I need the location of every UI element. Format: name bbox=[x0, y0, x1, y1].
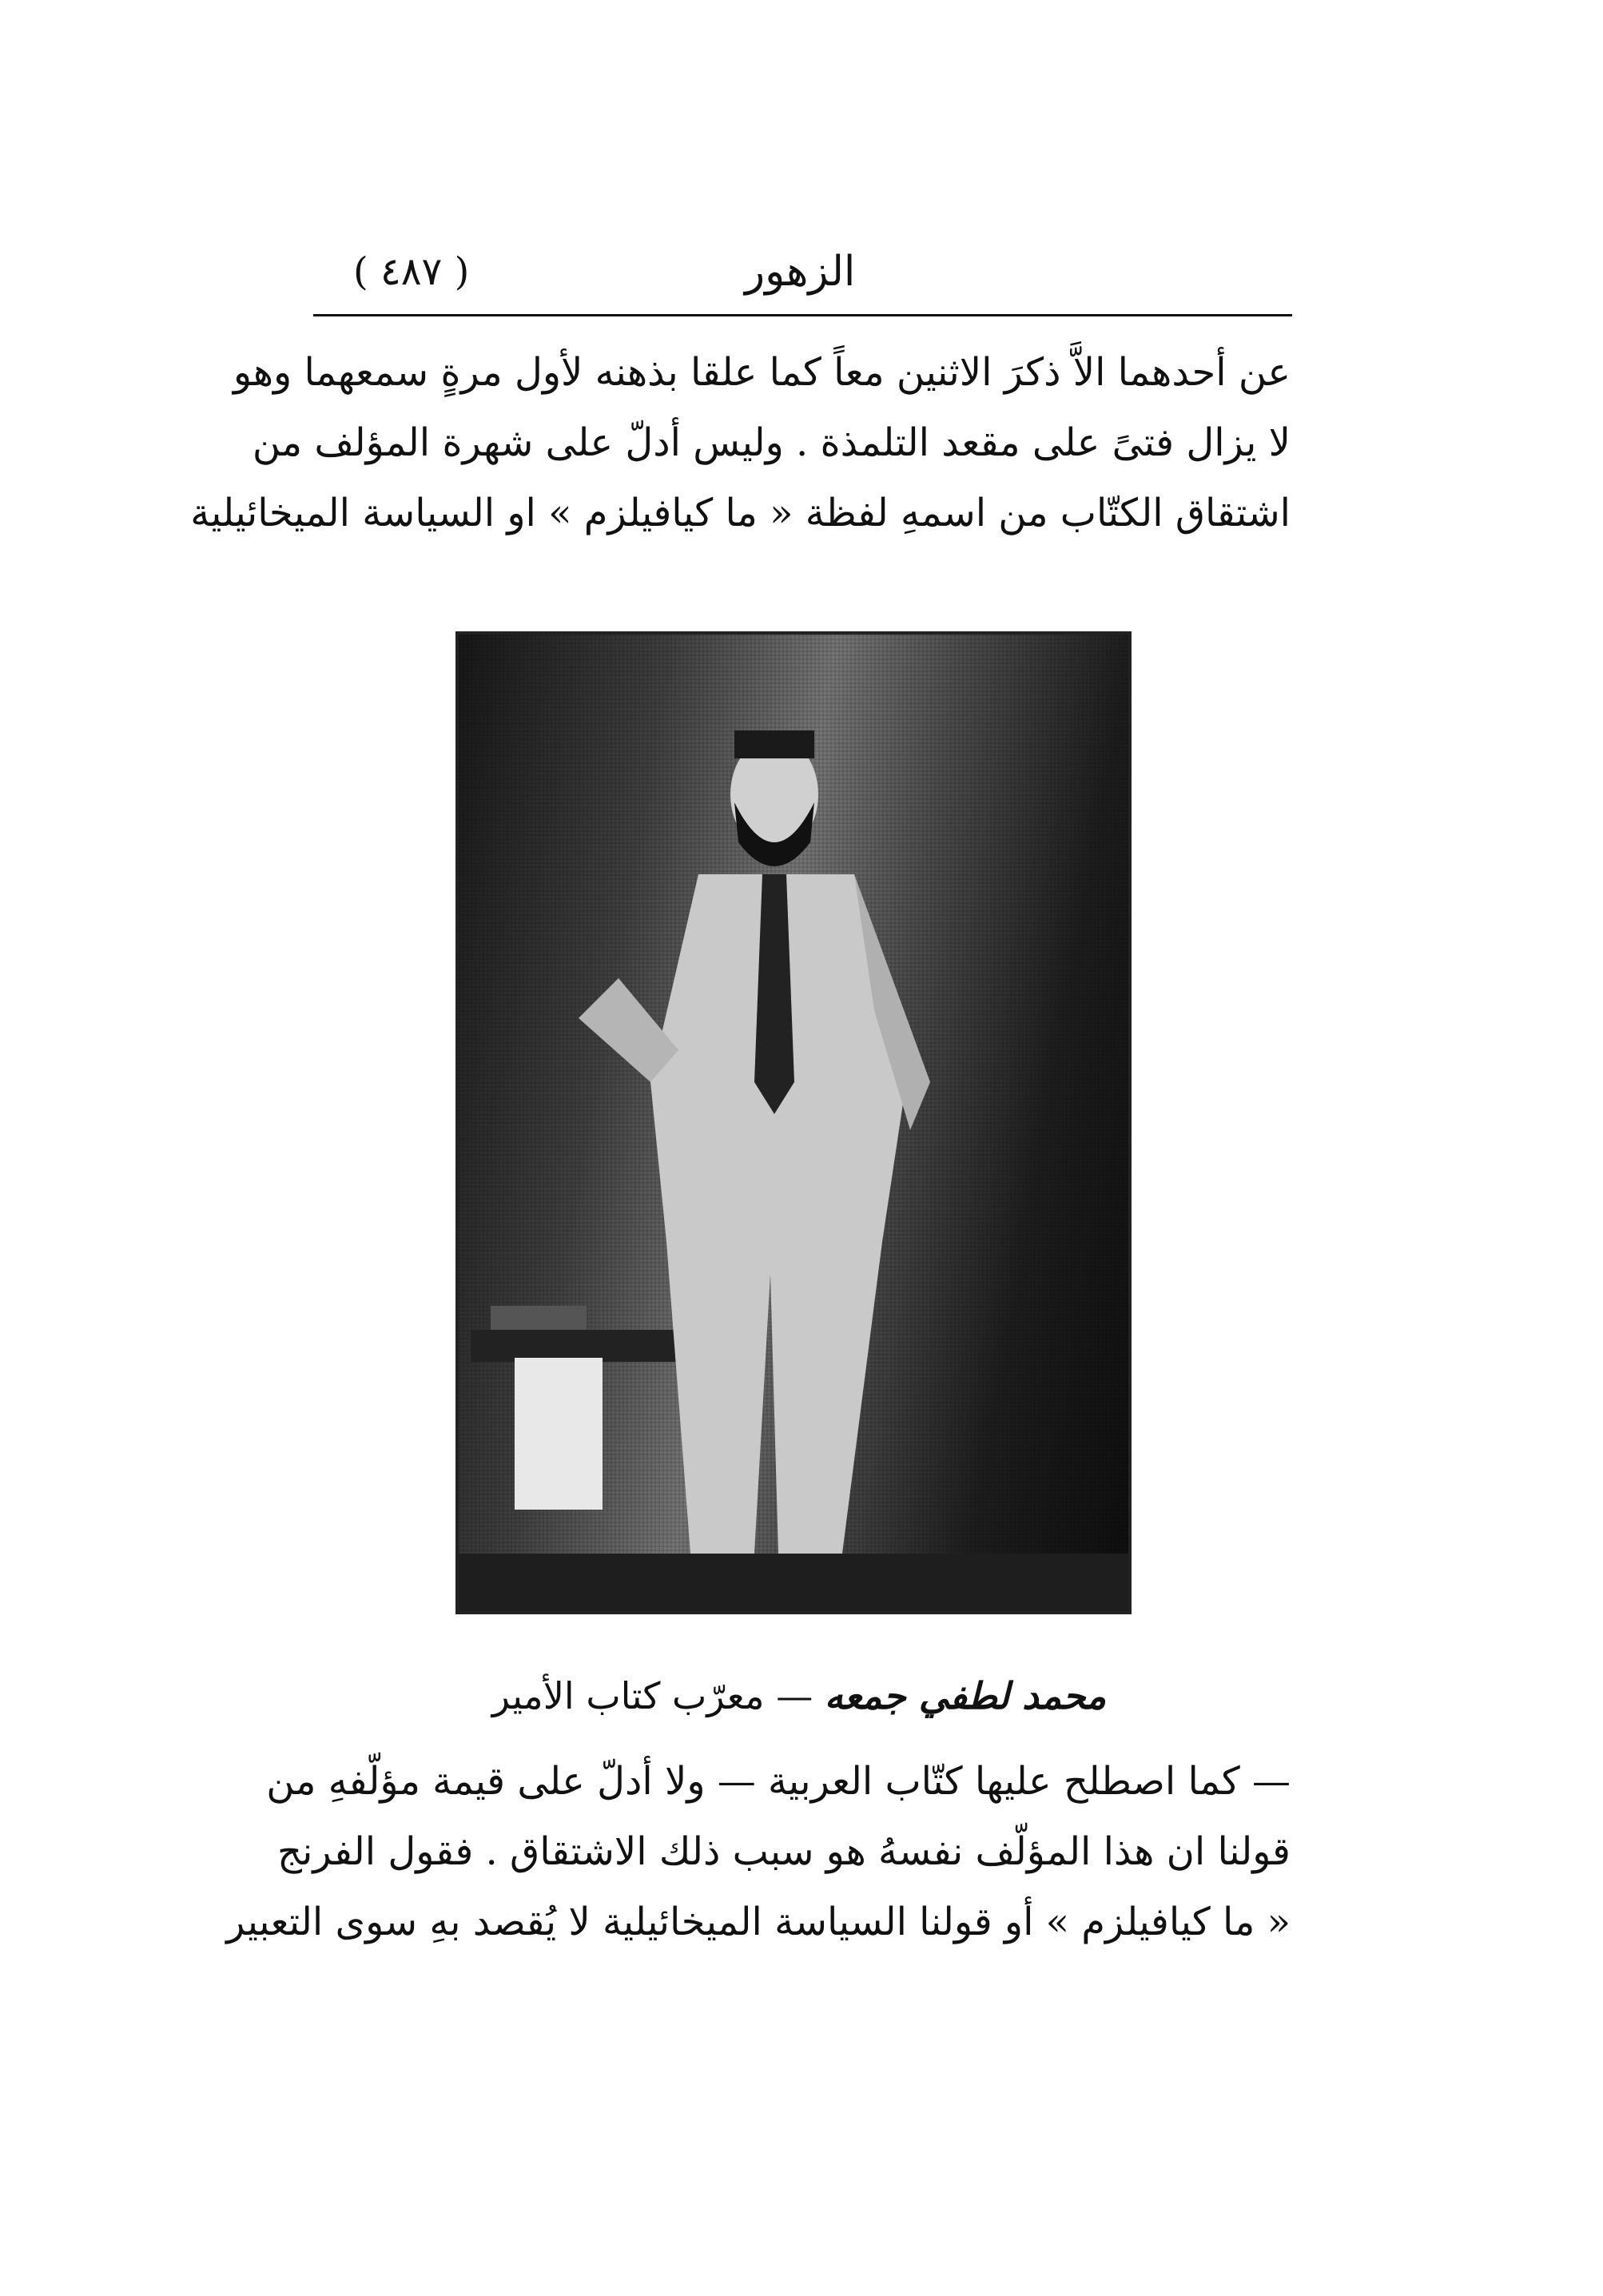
caption-text: — معرّب كتاب الأمير bbox=[491, 1674, 825, 1717]
table-leg bbox=[515, 1358, 603, 1510]
hair bbox=[734, 730, 814, 758]
page-header bbox=[313, 240, 1292, 304]
floor bbox=[459, 1554, 1128, 1611]
caption-name: محمد لطفي جمعه bbox=[824, 1674, 1107, 1717]
header-rule bbox=[313, 314, 1292, 316]
text-line: قولنا ان هذا المؤلّف نفسهُ هو سبب ذلك الاشتقاق . فقول الفرنج bbox=[277, 1829, 1291, 1874]
running-title: الزهور bbox=[745, 248, 856, 296]
text-line: اشتقاق الكتّاب من اسمهِ لفظة « ما كيافيلزم » او السياسة الميخائيلية bbox=[190, 491, 1291, 535]
text-line: — كما اصطلح عليها كتّاب العربية — ولا أدلّ على قيمة مؤلّفهِ من bbox=[266, 1759, 1291, 1804]
text-line: « ما كيافيلزم » أو قولنا السياسة الميخائيلية لا يُقصد بهِ سوى التعبير bbox=[226, 1900, 1291, 1944]
portrait-figure bbox=[459, 635, 1128, 1611]
portrait-photo bbox=[455, 631, 1132, 1614]
text-line: لا يزال فتىً على مقعد التلمذة . وليس أدلّ على شهرة المؤلف من bbox=[252, 420, 1291, 465]
paragraph-bottom bbox=[226, 1746, 1291, 1957]
photo-caption bbox=[447, 1674, 1151, 1717]
text-line: عن أحدهما الاَّ ذكرَ الاثنين معاً كما علقا بذهنه لأول مرةٍ سمعهما وهو bbox=[233, 350, 1291, 395]
books bbox=[491, 1306, 587, 1330]
paragraph-top bbox=[190, 337, 1291, 548]
page-number: ( ٤٨٧ ) bbox=[353, 249, 470, 294]
